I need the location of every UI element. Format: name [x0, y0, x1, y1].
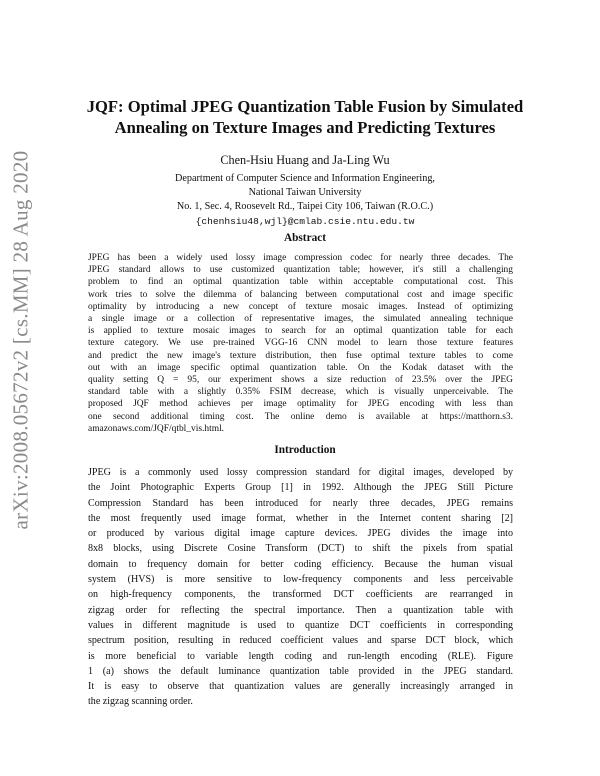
- abstract-line: texture category. We use pre-trained VGG-16 CNN model to learn those texture features: [88, 338, 513, 349]
- abstract-line: one second additional timing cost. The online demo is available at https://matthorn.s3.: [88, 411, 513, 422]
- abstract-line: standard table with a slightly 0.35% FSIM decrease, which is visually unperceivable. The: [88, 387, 513, 398]
- title-line-2: Annealing on Texture Images and Predicting Textures: [114, 118, 496, 137]
- title-line-1: JQF: Optimal JPEG Quantization Table Fusion by Simulated: [86, 97, 524, 116]
- intro-line: the Joint Photographic Experts Group [1] in 1992. Although the JPEG Still Picture: [88, 482, 513, 494]
- intro-line: system (HVS) is more sensitive to low-frequency components and less perceivable: [88, 574, 513, 586]
- intro-line: values in different magnitude is used to quantize DCT coefficients in corresponding: [88, 619, 513, 631]
- affiliation-line-2: National Taiwan University: [248, 187, 362, 199]
- intro-line: zigzag order for reflecting the spectral importance. Then a quantization table with: [88, 604, 513, 616]
- affiliation-line-1: Department of Computer Science and Information Engineering,: [175, 173, 435, 184]
- abstract-line: work tries to solve the dilemma of balancing between computational cost and image specific: [88, 289, 513, 300]
- abstract-line: optimality by introducing a new concept of texture mosaic images. Instead of optimizing: [88, 301, 513, 312]
- paper-title: [75, 96, 535, 138]
- abstract-line: JPEG standard allows to use customized quantization table; however, it's still a challenging: [88, 265, 513, 276]
- introduction-body: [88, 465, 513, 710]
- abstract-line: and predict the new image's texture distribution, then fuse optimal texture tables to come: [88, 350, 513, 361]
- intro-line: or produced by various digital image capture devices. JPEG divides the image into: [88, 528, 513, 540]
- author-email: {chenhsiu48,wjl}@cmlab.csie.ntu.edu.tw: [195, 215, 415, 227]
- introduction-heading: Introduction: [274, 444, 336, 456]
- abstract-line: problem to find an optimal quantization table within acceptable computational cost. This: [88, 277, 513, 288]
- intro-line: domain to frequency domain for better coding efficiency. Because the human visual: [88, 558, 513, 570]
- abstract-line: JPEG has been a widely used lossy image compression codec for nearly three decades. The: [88, 253, 513, 263]
- abstract-line: quality setting Q = 95, our experiment shows a size reduction of 23.5% over the JPEG: [88, 375, 513, 386]
- intro-line: 8x8 blocks, using Discrete Cosine Transform (DCT) to shift the pixels from spatial: [88, 543, 513, 555]
- affiliation-line-3: No. 1, Sec. 4, Roosevelt Rd., Taipei City 106, Taiwan (R.O.C.): [176, 201, 434, 213]
- intro-line: JPEG is a commonly used lossy compression standard for digital images, developed by: [88, 467, 513, 478]
- intro-line: the zigzag scanning order.: [88, 696, 193, 708]
- abstract-heading: Abstract: [283, 232, 327, 244]
- intro-line: on high-frequency components, the transformed DCT coefficients are rearranged in: [88, 589, 513, 601]
- intro-line: spectrum position, resulting in reduced coefficient values and sparse DCT block, which: [88, 635, 513, 647]
- abstract-body: [88, 252, 513, 435]
- intro-line: 1 (a) shows the default luminance quantization table provided in the JPEG standard.: [88, 665, 513, 677]
- intro-line: It is easy to observe that quantization values are generally increasingly arranged in: [88, 681, 513, 693]
- affiliation: [75, 172, 535, 229]
- intro-line: Compression Standard has been introduced for nearly three decades, JPEG remains: [88, 497, 513, 509]
- abstract-line: proposed JQF method achieves per image optimality for JPEG encoding with less than: [88, 399, 513, 410]
- arxiv-sidebar-stamp: [4, 150, 38, 530]
- intro-line: is more beneficial to variable length coding and run-length encoding (RLE). Figure: [88, 650, 513, 662]
- abstract-line: out with an image specific optimal quantization table. On the Kodak dataset with the: [88, 362, 513, 373]
- arxiv-id: arXiv:2008.05672v2 [cs.MM] 28 Aug 2020: [8, 150, 33, 530]
- intro-line: the most frequently used image format, whether in the Internet content sharing [2]: [88, 512, 513, 524]
- authors: Chen-Hsiu Huang and Ja-Ling Wu: [220, 153, 390, 167]
- abstract-line: is applied to texture mosaic images to search for an optimal quantization table for each: [88, 326, 513, 337]
- abstract-line: a single image or a collection of representative images, the simulated annealing technique: [88, 314, 513, 325]
- abstract-line: amazonaws.com/JQF/qtbl_vis.html.: [88, 423, 225, 434]
